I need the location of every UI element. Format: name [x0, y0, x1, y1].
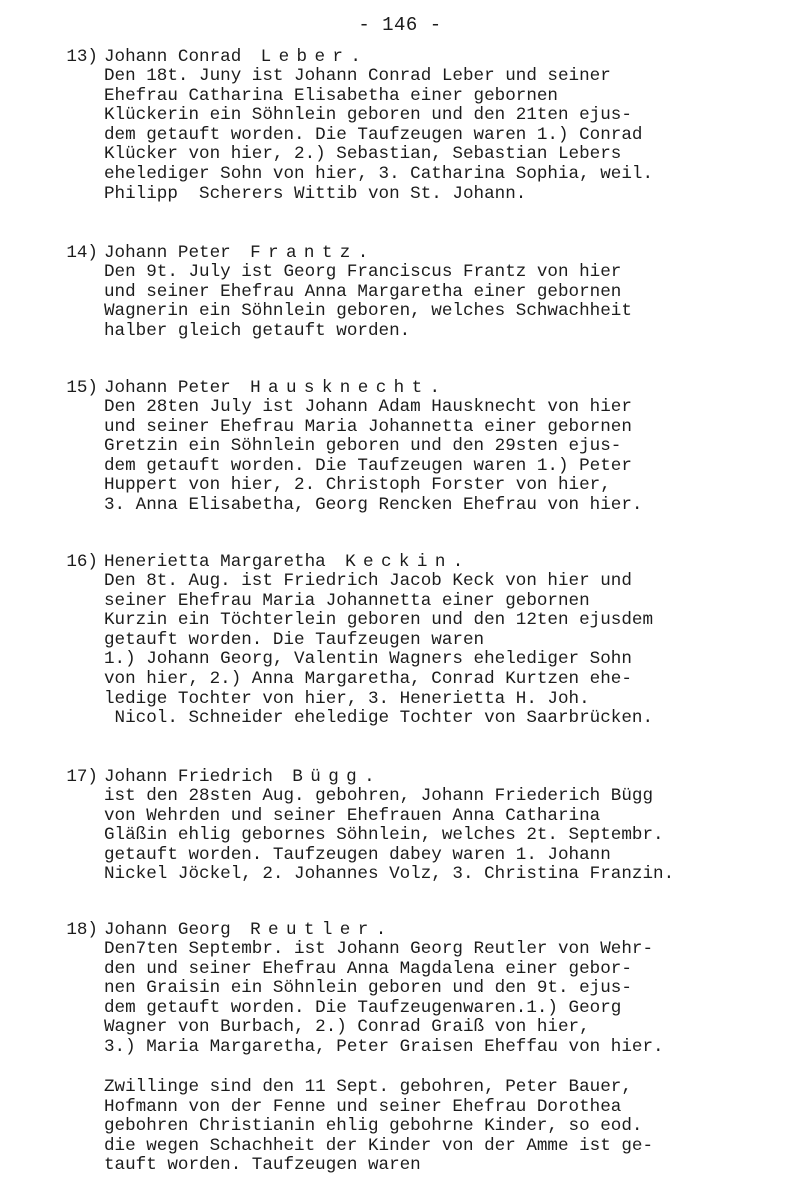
baptism-entry [0, 920, 800, 1058]
entry-heading [0, 47, 800, 67]
child-surname: Keckin. [345, 552, 471, 572]
entry-text [104, 787, 800, 885]
entry-text [104, 398, 800, 516]
text-line: 3.) Maria Margaretha, Peter Graisen Eheffau von hier. [104, 1036, 664, 1057]
entry-heading [0, 378, 800, 398]
child-given-name: Henerietta Margaretha [104, 552, 326, 572]
text-line: von Wehrden und seiner Ehefrauen Anna Catharina [104, 805, 601, 826]
text-line: ist den 28sten Aug. gebohren, Johann Friederich Bügg [104, 786, 654, 806]
text-line: 1.) Johann Georg, Valentin Wagners ehelediger Sohn [104, 649, 632, 670]
child-given-name: Johann Georg [104, 920, 231, 940]
text-line: dem getauft worden. Die Taufzeugen waren 1.) Peter [104, 455, 632, 476]
text-line: seiner Ehefrau Maria Johannetta einer gebornen [104, 590, 590, 611]
text-line: Gläßin ehlig gebornes Söhnlein, welches 2t. Septembr. [104, 825, 664, 846]
entry-heading [0, 243, 800, 263]
text-line: die wegen Schachheit der Kinder von der Amme ist ge- [104, 1135, 654, 1156]
text-line: ledige Tochter von hier, 3. Henerietta H. Joh. [104, 688, 590, 709]
text-line: Wagner von Burbach, 2.) Conrad Graiß von hier, [104, 1017, 590, 1038]
baptism-entry [0, 552, 800, 729]
baptism-entry [0, 767, 800, 885]
child-surname: Bügg. [292, 767, 383, 787]
text-line: Gretzin ein Söhnlein geboren und den 29sten ejus- [104, 436, 622, 457]
text-line: Ehefrau Catharina Elisabetha einer gebornen [104, 85, 558, 106]
child-given-name: Johann Peter [104, 378, 231, 398]
text-line: halber gleich getauft worden. [104, 320, 411, 341]
text-line: und seiner Ehefrau Anna Margaretha einer gebornen [104, 281, 622, 302]
entry-text [104, 67, 800, 204]
text-line: Nickel Jöckel, 2. Johannes Volz, 3. Christina Franzin. [104, 864, 675, 885]
entry-number: 16) [66, 552, 98, 572]
text-line: von hier, 2.) Anna Margaretha, Conrad Kurtzen ehe- [104, 668, 632, 689]
child-given-name: Johann Conrad [104, 47, 242, 67]
entry-text [104, 263, 800, 341]
text-line: Philipp Scherers Wittib von St. Johann. [104, 183, 527, 204]
text-line: dem getauft worden. Die Taufzeugenwaren.1.) Georg [104, 997, 622, 1018]
text-line: tauft worden. Taufzeugen waren [104, 1155, 421, 1176]
text-line: dem getauft worden. Die Taufzeugen waren 1.) Conrad [104, 124, 643, 145]
baptism-entry [0, 378, 800, 516]
entry-number: 14) [66, 243, 98, 263]
text-line: nen Graisin ein Söhnlein geboren und den 9t. ejus- [104, 978, 632, 999]
text-line: Klücker von hier, 2.) Sebastian, Sebastian Lebers [104, 144, 622, 165]
entry-text [104, 572, 800, 729]
text-line: Klückerin ein Söhnlein geboren und den 21ten ejus- [104, 105, 632, 126]
entry-heading [0, 552, 800, 572]
entry-number: 15) [66, 378, 98, 398]
text-line: ehelediger Sohn von hier, 3. Catharina Sophia, weil. [104, 163, 654, 184]
child-given-name: Johann Peter [104, 243, 231, 263]
text-line: Den7ten Septembr. ist Johann Georg Reutler von Wehr- [104, 939, 654, 959]
text-line: 3. Anna Elisabetha, Georg Rencken Ehefrau von hier. [104, 494, 643, 515]
text-line: Zwillinge sind den 11 Sept. gebohren, Peter Bauer, [104, 1077, 632, 1097]
entry-text [104, 940, 800, 1058]
text-line: gebohren Christianin ehlig gebohrne Kinder, so eod. [104, 1116, 643, 1137]
text-line: Den 18t. Juny ist Johann Conrad Leber und seiner [104, 66, 611, 86]
entry-heading [0, 920, 800, 940]
baptism-entry [0, 47, 800, 204]
twins-paragraph [104, 1078, 653, 1176]
child-surname: Reutler. [250, 920, 394, 940]
text-line: Nicol. Schneider eheledige Tochter von Saarbrücken. [104, 708, 654, 729]
text-line: Den 28ten July ist Johann Adam Hausknecht von hier [104, 397, 632, 417]
text-line: Wagnerin ein Söhnlein geboren, welches Schwachheit [104, 301, 632, 322]
text-line: den und seiner Ehefrau Anna Magdalena einer gebor- [104, 958, 632, 979]
text-line: Den 8t. Aug. ist Friedrich Jacob Keck von hier und [104, 571, 632, 591]
entry-number: 13) [66, 47, 98, 67]
child-surname: Leber. [260, 47, 369, 67]
text-line: und seiner Ehefrau Maria Johannetta einer gebornen [104, 416, 632, 437]
entry-number: 18) [66, 920, 98, 940]
child-surname: Frantz. [250, 243, 376, 263]
child-surname: Hausknecht. [250, 378, 448, 398]
baptism-entry [0, 243, 800, 341]
entry-heading [0, 767, 800, 787]
page-number: - 146 - [358, 14, 442, 36]
text-line: Huppert von hier, 2. Christoph Forster von hier, [104, 475, 611, 496]
entry-number: 17) [66, 767, 98, 787]
text-line: Den 9t. July ist Georg Franciscus Frantz von hier [104, 262, 622, 282]
text-line: Hofmann von der Fenne und seiner Ehefrau Dorothea [104, 1096, 622, 1117]
text-line: Kurzin ein Töchterlein geboren und den 12ten ejusdem [104, 610, 654, 631]
child-given-name: Johann Friedrich [104, 767, 273, 787]
text-line: getauft worden. Taufzeugen dabey waren 1. Johann [104, 844, 611, 865]
text-line: getauft worden. Die Taufzeugen waren [104, 629, 485, 650]
